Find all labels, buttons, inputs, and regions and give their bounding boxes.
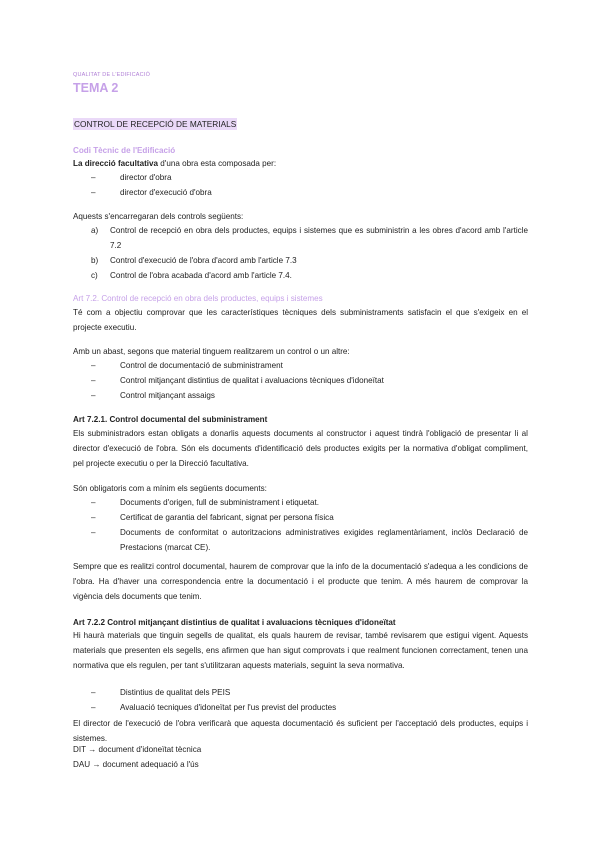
list-item: – director d'execució d'obra [73,185,528,200]
list-marker: – [91,376,96,385]
art721-docs-list [73,495,528,555]
art722-items-list [73,685,528,715]
list-marker: – [91,391,96,400]
list-marker: – [91,173,96,182]
list-item: – Documents d'origen, full de subministrament i etiquetat. [73,495,528,510]
list-marker: – [91,513,96,522]
list-marker: – [91,703,96,712]
cte-intro [73,159,276,169]
list-marker: – [91,688,96,697]
cte-members-list [73,170,528,200]
art721-heading: Art 7.2.1. Control documental del subministrament [73,415,268,424]
list-marker: – [91,528,96,537]
document-title: TEMA 2 [73,81,119,95]
art72-objective: Té com a objectiu comprovar que les característiques tècniques dels subministraments satisfacin el que s'exigeix en el projecte executiu. [73,308,528,332]
list-item: – Control mitjançant distintius de qualitat i avaluacions tècniques d'idoneïtat [73,373,528,388]
art721-paragraph-1: Els subministradors estan obligats a donarlis aquests documents al constructor i aquest tindrà l'obligació de presentar li al director d'execució de l'obra. Són els documents d'identificació dels productes exigits per la normativa d'obligat compliment, pel projecte executiu o per la Direcció facultativa. [73,429,528,468]
cte-intro-rest: d'una obra esta composada per: [158,159,277,168]
cte-controls-intro: Aquests s'encarregaran dels controls següents: [73,212,244,221]
art72-heading: Art 7.2. Control de recepció en obra dels productes, equips i sistemes [73,294,323,303]
list-item: – Certificat de garantia del fabricant, signat per persona física [73,510,528,525]
list-item: – Control de documentació de subministrament [73,358,528,373]
art722-heading: Art 7.2.2 Control mitjançant distintius de qualitat i avaluacions tècniques d'idoneïtat [73,618,396,627]
list-marker: – [91,361,96,370]
art722-paragraph-2: El director de l'execució de l'obra verificarà que aquesta documentació és suficient per l'acceptació dels productes, equips i sistemes. [73,719,528,743]
cte-intro-bold: La direcció facultativa [73,159,159,168]
section-title: CONTROL DE RECEPCIÓ DE MATERIALS [74,119,237,129]
art721-docs-intro: Són obligatoris com a mínim els següents documents: [73,484,267,493]
dau-definition: DAU → document adequació a l'ús [73,760,199,769]
list-item: – director d'obra [73,170,528,185]
list-item: b) Control d'execució de l'obra d'acord amb l'article 7.3 [91,256,297,265]
art721-paragraph-2: Sempre que es realitzi control documental, haurem de comprovar que la info de la documentació s'adequa a les condicions de l'obra. Ha d'haver una correspondencia entre la documentació i el producte que tenim. A més haurem de comprovar la vigència dels documents que tenim. [73,562,528,601]
list-item: c) Control de l'obra acabada d'acord amb l'article 7.4. [91,271,292,280]
list-marker: – [91,188,96,197]
art722-paragraph-1: Hi haurà materials que tinguin segells de qualitat, els quals haurem de revisar, també revisarem que estigui vigent. Aquests materials que presenten els segells, ens afirmen que han sigut comprovats i que realment funcionen correctament, tenen una normativa que els regulen, per tant s'utilitzaran aquests materials, seguint la seva normativa. [73,631,528,670]
dit-definition: DIT → document d'idoneïtat tècnica [73,745,202,754]
cte-controls-list [73,223,528,283]
list-item: – Distintius de qualitat dels PEIS [73,685,528,700]
art72-scope-list [73,358,528,403]
art72-scope-intro: Amb un abast, segons que material tinguem realitzarem un control o un altre: [73,347,350,356]
cte-heading: Codi Tècnic de l'Edificació [73,146,176,155]
list-marker: – [91,498,96,507]
list-item: – Documents de conformitat o autoritzacions administratives exigides reglamentàriament, inclòs Declaració de Prestacions (marcat CE). [73,525,528,555]
document-kicker: QUALITAT DE L'EDIFICACIÓ [73,72,151,78]
list-item: – Avaluació tecniques d'idoneïtat per l'us previst del productes [73,700,528,715]
list-item: – Control mitjançant assaigs [73,388,528,403]
list-item: a) Control de recepció en obra dels productes, equips i sistemes que es subministrin a les obres d'acord amb l'article 7.2 [91,226,528,250]
